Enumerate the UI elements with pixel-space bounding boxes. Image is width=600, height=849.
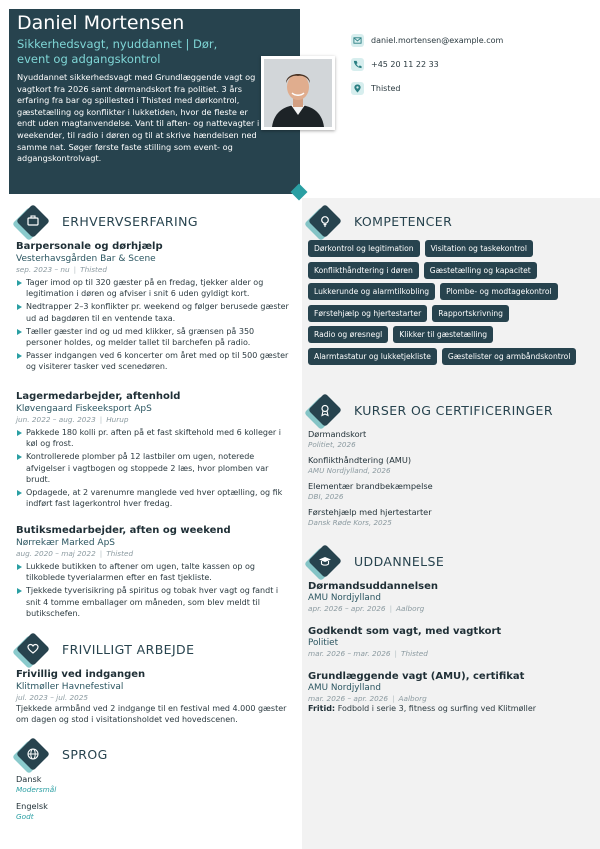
contact-email[interactable] — [351, 32, 503, 48]
candidate-name: Daniel Mortensen — [17, 12, 185, 34]
section-title: KURSER OG CERTIFICERINGER — [354, 402, 553, 418]
education-entry — [308, 670, 593, 713]
language-list — [16, 774, 290, 828]
languages-heading — [16, 737, 108, 771]
education-entry — [308, 580, 593, 614]
volunteer-dates: jul. 2023 – jul. 2025 — [16, 693, 89, 702]
course-issuer: Politiet, 2026 — [308, 440, 356, 449]
profile-summary: Nyuddannet sikkerhedsvagt med Grundlæggende vagt og vagtkort fra 2026 samt dørmandskort fra politiet. 3 års erfaring fra bar og spillested i Thisted med dørkontrol, gæstetælling og konflikter i lukketiden, hvor de fleste er endt uden magtanvendelse. Vant til aften- og nattevagter i weekender, til radio i døren og til at skrive hændelsen ned samme nat. Søger første faste stilling som event- og adgangskontrolvagt. — [17, 72, 260, 164]
education-meta: mar. 2026 – mar. 2026 | Thisted — [308, 649, 428, 658]
course-name: Førstehjælp med hjertestarter — [308, 507, 432, 517]
education-dates: apr. 2026 – apr. 2026 — [308, 604, 386, 613]
volunteer-org: Klitmøller Havnefestival — [16, 682, 124, 692]
education-meta: mar. 2026 – apr. 2026 | Aalborg — [308, 694, 427, 703]
job-dates: jun. 2022 – aug. 2023 — [16, 415, 96, 424]
education-dates: mar. 2026 – mar. 2026 — [308, 649, 391, 658]
contact-location — [351, 80, 503, 96]
skill-tag: Gæstetælling og kapacitet — [424, 262, 537, 279]
job-location: Thisted — [80, 265, 108, 274]
job-location: Hurup — [106, 415, 129, 424]
skills-heading — [308, 204, 452, 238]
job-title: Butiksmedarbejder, aften og weekend — [16, 525, 231, 536]
header-panel — [9, 9, 300, 194]
course-list — [308, 429, 593, 533]
job-entry — [16, 524, 290, 621]
education-location: Thisted — [401, 649, 428, 658]
course-issuer: AMU Nordjylland, 2026 — [308, 466, 391, 475]
section-title: FRIVILLIGT ARBEJDE — [62, 641, 195, 657]
volunteer-heading — [16, 632, 194, 666]
skill-tag: Radio og øresnegl — [308, 326, 388, 343]
contact-phone[interactable] — [351, 56, 503, 72]
education-title: Grundlæggende vagt (AMU), certifikat — [308, 671, 525, 682]
course-issuer: DBI, 2026 — [308, 492, 344, 501]
globe-icon — [16, 737, 50, 771]
job-title: Lagermedarbejder, aftenhold — [16, 391, 181, 402]
phone-icon — [351, 58, 364, 71]
language-name: Engelsk — [16, 801, 48, 811]
job-bullets — [16, 427, 290, 509]
language-level: Modersmål — [16, 785, 57, 794]
education-school: Politiet — [308, 638, 339, 648]
skill-tag: Gæstelister og armbåndskontrol — [442, 348, 577, 365]
section-title: KOMPETENCER — [354, 213, 453, 229]
skill-tags — [308, 240, 593, 369]
education-location: Aalborg — [398, 694, 427, 703]
briefcase-icon — [16, 204, 50, 238]
bullet-item: Tæller gæster ind og ud med klikker, så grænsen på 350 personer holdes, og melder tallet til barchefen på radio. — [16, 326, 290, 348]
skill-tag: Klikker til gæstetælling — [393, 326, 493, 343]
skill-tag: Førstehjælp og hjertestarter — [308, 305, 427, 322]
graduation-cap-icon — [308, 544, 342, 578]
education-meta: apr. 2026 – apr. 2026 | Aalborg — [308, 604, 425, 613]
skill-tag: Konflikthåndtering i døren — [308, 262, 419, 279]
profile-photo — [261, 56, 335, 130]
skill-tag: Lukkerunde og alarmtilkobling — [308, 283, 435, 300]
volunteer-entry — [16, 668, 290, 725]
language-name: Dansk — [16, 774, 42, 784]
education-dates: mar. 2026 – apr. 2026 — [308, 694, 389, 703]
job-entry — [16, 390, 290, 511]
skill-tag: Rapportskrivning — [432, 305, 509, 322]
interests-line — [308, 704, 593, 713]
bullet-item: Kontrollerede plomber på 12 lastbiler om ugen, noterede afvigelser i vagtbogen og stoppede 2 læs, hvor plomben var brudt. — [16, 451, 290, 485]
location-pin-icon — [351, 82, 364, 95]
education-title: Dørmandsuddannelsen — [308, 581, 438, 592]
lightbulb-icon — [308, 204, 342, 238]
headline: Sikkerhedsvagt, nyuddannet | Dør, event og adgangskontrol — [17, 37, 218, 66]
volunteer-description: Tjekkede armbånd ved 2 indgange til en festival med 4.000 gæster om dagen og stod i visitationsholdet ved hovedscenen. — [16, 704, 287, 725]
bullet-item: Lukkede butikken to aftener om ugen, talte kassen op og tilkoblede tyverialarmen efter en fast tjekliste. — [16, 561, 290, 583]
job-bullets — [16, 277, 290, 373]
skill-tag: Visitation og taskekontrol — [425, 240, 533, 257]
education-entry — [308, 625, 593, 659]
email-icon — [351, 34, 364, 47]
bullet-item: Tjekkede tyverisikring på spiritus og tobak hver vagt og fandt i snit 4 tomme emballager om måneden, som blev meldt til butikschefen. — [16, 585, 290, 619]
course-name: Elementær brandbekæmpelse — [308, 481, 433, 491]
education-heading — [308, 544, 444, 578]
job-employer: Vesterhavsgården Bar & Scene — [16, 254, 156, 264]
courses-heading — [308, 393, 553, 427]
bullet-item: Opdagede, at 2 varenumre manglede ved hver optælling, og fik indført fast lagerkontrol hver fredag. — [16, 487, 290, 509]
skill-tag: Dørkontrol og legitimation — [308, 240, 420, 257]
job-meta: sep. 2023 – nu | Thisted — [16, 265, 108, 274]
language-level: Godt — [16, 812, 34, 821]
bullet-item: Passer indgangen ved 6 koncerter om året med op til 500 gæster og visiterer tasker ved scenedøren. — [16, 350, 290, 372]
education-location: Aalborg — [396, 604, 425, 613]
job-location: Thisted — [106, 549, 134, 558]
phone-text: +45 20 11 22 33 — [371, 59, 439, 69]
course-name: Dørmandskort — [308, 429, 367, 439]
section-title: UDDANNELSE — [354, 553, 445, 569]
course-issuer: Dansk Røde Kors, 2025 — [308, 518, 392, 527]
bullet-item: Pakkede 180 kolli pr. aften på et fast skiftehold med 6 kolleger i køl og frost. — [16, 427, 290, 449]
job-entry — [16, 240, 290, 375]
bullet-item: Nedtrapper 2–3 konflikter pr. weekend og følger berusede gæster ud ad bagdøren til en ventende taxa. — [16, 301, 290, 323]
interests-text: Fodbold i serie 3, fitness og surfing ved Klitmøller — [337, 704, 537, 713]
job-title: Barpersonale og dørhjælp — [16, 241, 163, 252]
education-school: AMU Nordjylland — [308, 683, 381, 693]
skill-tag: Plombe- og modtagekontrol — [440, 283, 558, 300]
job-employer: Kløvengaard Fiskeeksport ApS — [16, 404, 152, 414]
contact-list — [351, 32, 503, 104]
email-text: daniel.mortensen@example.com — [371, 35, 504, 45]
certificate-icon — [308, 393, 342, 427]
interests-label: Fritid: — [308, 704, 336, 713]
section-title: ERHVERVSERFARING — [62, 213, 198, 229]
job-bullets — [16, 561, 290, 619]
job-meta: jun. 2022 – aug. 2023 | Hurup — [16, 415, 129, 424]
job-dates: sep. 2023 – nu — [16, 265, 70, 274]
section-title: SPROG — [62, 746, 108, 762]
course-name: Konflikthåndtering (AMU) — [308, 455, 412, 465]
heart-hand-icon — [16, 632, 50, 666]
education-school: AMU Nordjylland — [308, 593, 381, 603]
location-text: Thisted — [371, 83, 401, 93]
education-title: Godkendt som vagt, med vagtkort — [308, 626, 502, 637]
experience-heading — [16, 204, 198, 238]
job-employer: Nørrekær Marked ApS — [16, 538, 115, 548]
volunteer-title: Frivillig ved indgangen — [16, 669, 146, 680]
job-meta: aug. 2020 – maj 2022 | Thisted — [16, 549, 134, 558]
skill-tag: Alarmtastatur og lukketjekliste — [308, 348, 437, 365]
bullet-item: Tager imod op til 320 gæster på en fredag, tjekker alder og legitimation i døren og afviser i snit 6 uden gyldigt kort. — [16, 277, 290, 299]
job-dates: aug. 2020 – maj 2022 — [16, 549, 96, 558]
